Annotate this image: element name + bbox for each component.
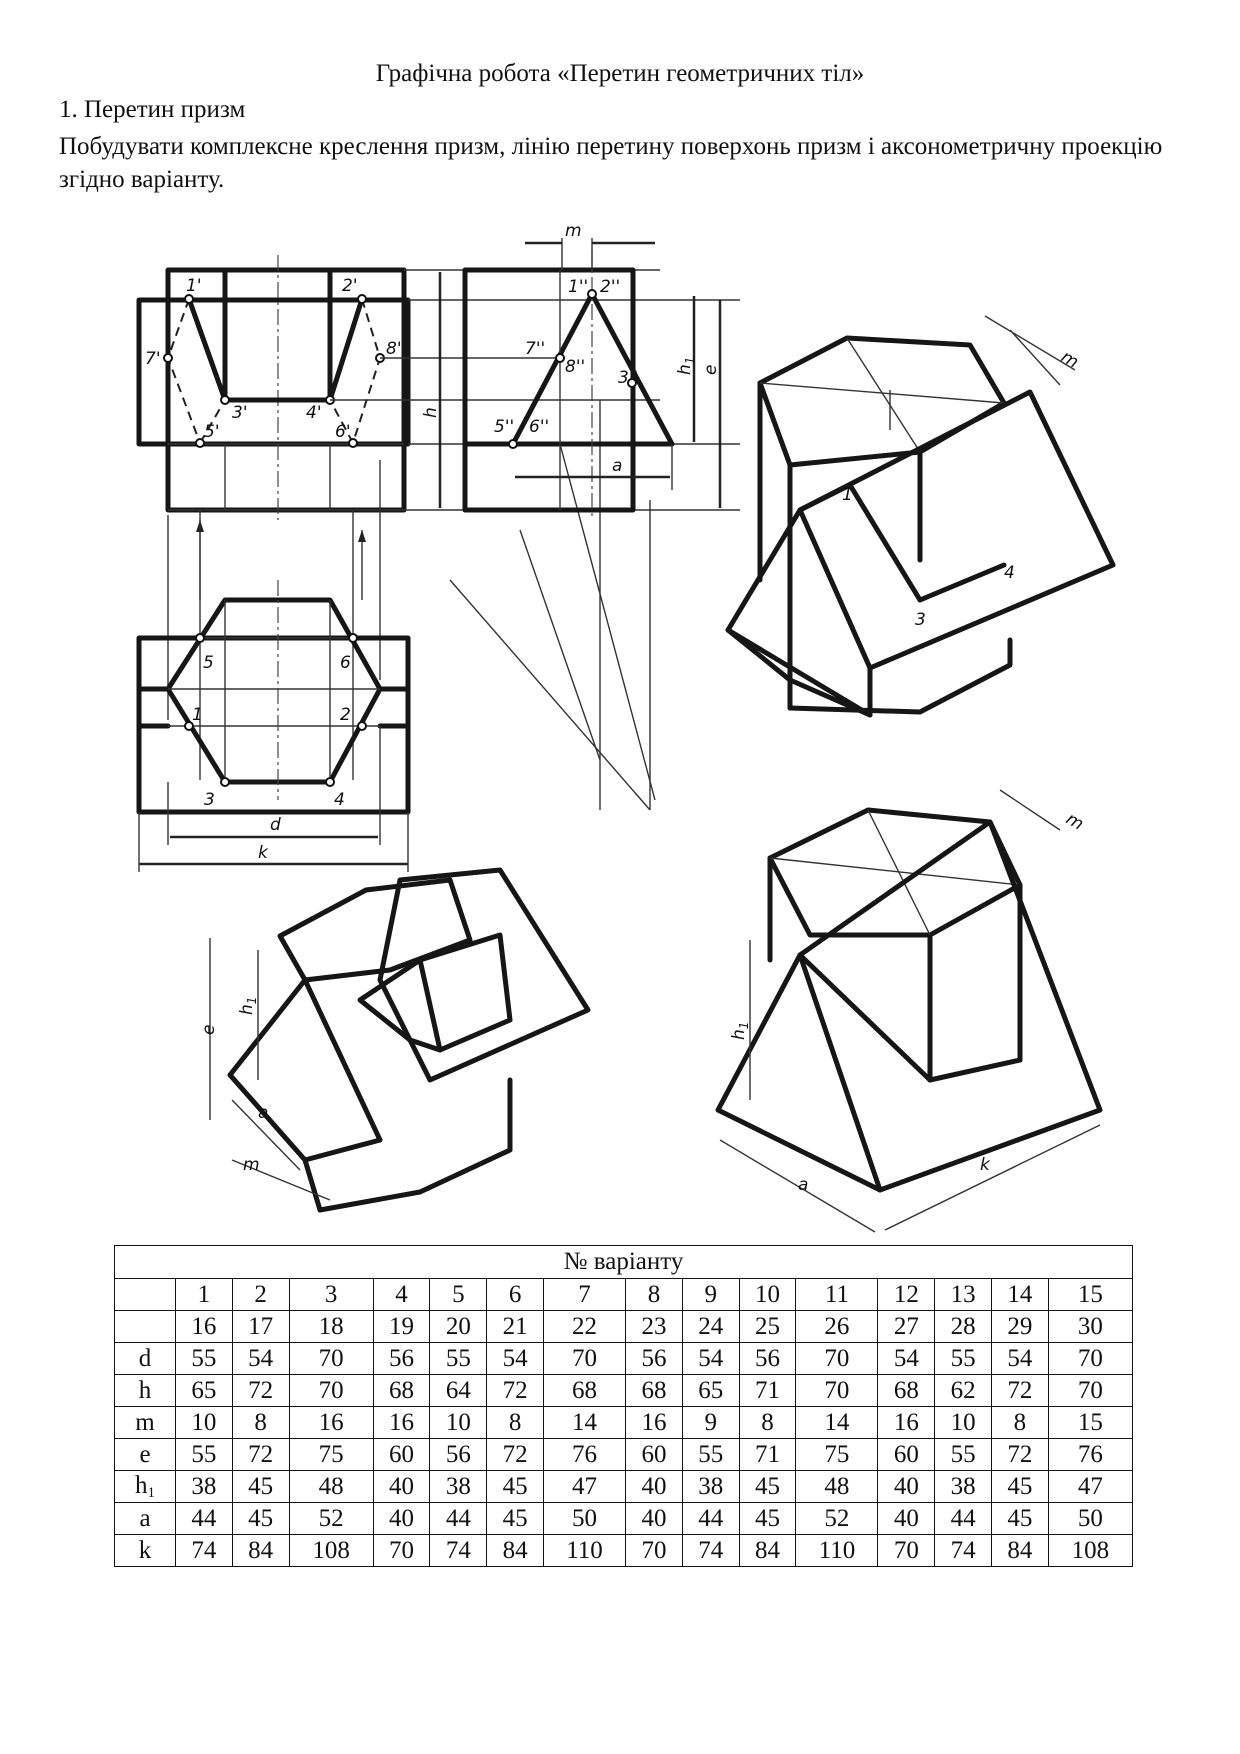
table-cell: 75 [796, 1439, 878, 1471]
isometric-view-3 [718, 790, 1100, 1232]
parameter-row [115, 1439, 1133, 1471]
table-cell: 54 [992, 1343, 1049, 1375]
table-cell: 62 [935, 1375, 992, 1407]
label-8p: 8' [386, 339, 402, 359]
label-3: 3 [204, 790, 215, 810]
label-1p: 1' [186, 276, 202, 296]
variant-cell: 24 [682, 1311, 739, 1343]
parameter-label [115, 1439, 176, 1471]
table-cell: 45 [739, 1471, 796, 1503]
dim-k-top: k [258, 843, 268, 863]
table-cell: 8 [739, 1407, 796, 1439]
table-cell: 55 [176, 1439, 233, 1471]
label-5pp: 5'' [494, 417, 515, 437]
empty-cell [115, 1311, 176, 1343]
variant-cell: 10 [739, 1279, 796, 1311]
parameter-symbol: a [139, 1504, 151, 1532]
table-cell: 44 [430, 1503, 487, 1535]
table-cell: 75 [289, 1439, 373, 1471]
table-cell: 40 [373, 1503, 430, 1535]
label-3p: 3' [232, 403, 248, 423]
document-title: Графічна робота «Перетин геометричних тіл» [375, 60, 865, 87]
table-cell: 40 [878, 1471, 935, 1503]
table-cell: 84 [232, 1535, 289, 1567]
parameter-label [115, 1471, 176, 1503]
table-cell: 56 [739, 1343, 796, 1375]
variant-cell: 9 [682, 1279, 739, 1311]
table-cell: 60 [878, 1439, 935, 1471]
table-cell: 68 [543, 1375, 625, 1407]
table-cell: 70 [1048, 1343, 1132, 1375]
table-cell: 70 [543, 1343, 625, 1375]
table-cell: 54 [682, 1343, 739, 1375]
table-cell: 40 [878, 1503, 935, 1535]
dim-h: h [421, 407, 441, 418]
table-cell: 74 [176, 1535, 233, 1567]
parameter-symbol: m [135, 1408, 155, 1436]
table-cell: 55 [430, 1343, 487, 1375]
table-cell: 45 [487, 1471, 544, 1503]
label-5: 5 [203, 653, 214, 673]
parameter-row [115, 1375, 1133, 1407]
side-view [421, 221, 721, 520]
variant-cell: 8 [626, 1279, 683, 1311]
empty-cell [115, 1279, 176, 1311]
table-cell: 9 [682, 1407, 739, 1439]
dim-k-iso3: k [980, 1155, 990, 1175]
parameter-row [115, 1407, 1133, 1439]
variant-cell: 21 [487, 1311, 544, 1343]
table-cell: 70 [796, 1375, 878, 1407]
variant-cell: 27 [878, 1311, 935, 1343]
dim-h1-side: $h_1$ [675, 356, 697, 375]
table-cell: 54 [487, 1343, 544, 1375]
dim-a-iso2: a [258, 1103, 269, 1123]
parameter-symbol: e [139, 1440, 151, 1468]
table-cell: 60 [626, 1439, 683, 1471]
table-cell: 70 [796, 1343, 878, 1375]
table-cell: 56 [373, 1343, 430, 1375]
table-cell: 70 [289, 1375, 373, 1407]
table-cell: 45 [232, 1503, 289, 1535]
parameter-label [115, 1535, 176, 1567]
dim-d: d [270, 815, 281, 835]
label-7p: 7' [145, 349, 161, 369]
parameter-rows [115, 1343, 1133, 1567]
table-cell: 54 [232, 1343, 289, 1375]
table-cell: 74 [935, 1535, 992, 1567]
table-cell: 38 [176, 1471, 233, 1503]
variant-cell: 29 [992, 1311, 1049, 1343]
table-cell: 55 [935, 1439, 992, 1471]
table-cell: 40 [626, 1471, 683, 1503]
table-header: № варіанту [115, 1246, 1133, 1279]
iso-point-1: 1 [842, 485, 853, 505]
table-cell: 48 [289, 1471, 373, 1503]
table-cell: 52 [289, 1503, 373, 1535]
table-cell: 38 [430, 1471, 487, 1503]
iso-point-4: 4 [1004, 563, 1015, 583]
variant-cell: 1 [176, 1279, 233, 1311]
variant-cell: 28 [935, 1311, 992, 1343]
table-cell: 14 [796, 1407, 878, 1439]
variant-cell: 6 [487, 1279, 544, 1311]
table-cell: 16 [373, 1407, 430, 1439]
table-cell: 40 [626, 1503, 683, 1535]
label-1: 1 [192, 705, 203, 725]
table-cell: 44 [682, 1503, 739, 1535]
table-cell: 68 [626, 1375, 683, 1407]
label-2: 2 [340, 705, 351, 725]
parameter-row [115, 1471, 1133, 1503]
table-cell: 48 [796, 1471, 878, 1503]
table-cell: 60 [373, 1439, 430, 1471]
table-cell: 55 [682, 1439, 739, 1471]
table-cell: 44 [935, 1503, 992, 1535]
table-cell: 38 [935, 1471, 992, 1503]
label-6: 6 [340, 653, 351, 673]
table-cell: 50 [1048, 1503, 1132, 1535]
table-cell: 10 [176, 1407, 233, 1439]
variant-cell: 14 [992, 1279, 1049, 1311]
table-cell: 70 [373, 1535, 430, 1567]
table-cell: 45 [992, 1471, 1049, 1503]
dim-h1-iso2: $h_1$ [237, 996, 259, 1015]
table-cell: 108 [289, 1535, 373, 1567]
task-text: Побудувати комплексне креслення призм, лінію перетину поверхонь призм і аксонометричну проекцію згідно варіанту. [59, 133, 1163, 193]
dim-m-iso2: m [243, 1155, 260, 1175]
label-1pp: 1'' [568, 277, 589, 297]
table-cell: 72 [487, 1439, 544, 1471]
parameter-symbol: k [138, 1536, 152, 1564]
parameter-row [115, 1535, 1133, 1567]
variant-cell: 7 [543, 1279, 625, 1311]
variant-cell: 30 [1048, 1311, 1132, 1343]
table-cell: 65 [176, 1375, 233, 1407]
table-cell: 47 [1048, 1471, 1132, 1503]
front-view [139, 255, 408, 520]
parameter-label [115, 1407, 176, 1439]
table-cell: 47 [543, 1471, 625, 1503]
table-cell: 76 [1048, 1439, 1132, 1471]
variant-cell: 13 [935, 1279, 992, 1311]
table-cell: 84 [992, 1535, 1049, 1567]
parameter-row [115, 1503, 1133, 1535]
variant-cell: 22 [543, 1311, 625, 1343]
variant-cell: 2 [232, 1279, 289, 1311]
table-cell: 15 [1048, 1407, 1132, 1439]
table-cell: 74 [430, 1535, 487, 1567]
table-cell: 45 [232, 1471, 289, 1503]
table-cell: 56 [626, 1343, 683, 1375]
table-cell: 64 [430, 1375, 487, 1407]
table-cell: 72 [232, 1375, 289, 1407]
variant-cell: 23 [626, 1311, 683, 1343]
isometric-view-1 [728, 316, 1113, 715]
variant-cell: 25 [739, 1311, 796, 1343]
table-cell: 72 [487, 1375, 544, 1407]
variant-cell: 19 [373, 1311, 430, 1343]
label-2p: 2' [342, 276, 358, 296]
table-cell: 8 [487, 1407, 544, 1439]
variant-cell: 18 [289, 1311, 373, 1343]
table-cell: 8 [992, 1407, 1049, 1439]
table-cell: 71 [739, 1375, 796, 1407]
table-cell: 84 [739, 1535, 796, 1567]
table-cell: 70 [626, 1535, 683, 1567]
label-5p: 5' [204, 422, 220, 442]
label-4p: 4' [306, 403, 322, 423]
table-cell: 74 [682, 1535, 739, 1567]
table-cell: 70 [289, 1343, 373, 1375]
label-6p: 6' [335, 422, 351, 442]
table-cell: 55 [935, 1343, 992, 1375]
label-2pp: 2'' [600, 277, 621, 297]
parameter-symbol: d [138, 1344, 152, 1372]
label-6pp: 6'' [529, 417, 550, 437]
variant-cell: 16 [176, 1311, 233, 1343]
table-cell: 71 [739, 1439, 796, 1471]
variant-cell: 12 [878, 1279, 935, 1311]
table-cell: 40 [373, 1471, 430, 1503]
table-cell: 45 [739, 1503, 796, 1535]
table-cell: 10 [430, 1407, 487, 1439]
table-header-row [115, 1246, 1133, 1279]
table-cell: 44 [176, 1503, 233, 1535]
table-cell: 50 [543, 1503, 625, 1535]
label-3pp: 3'' [618, 368, 639, 388]
table-cell: 38 [682, 1471, 739, 1503]
parameter-symbol: h [135, 1471, 148, 1499]
table-cell: 70 [878, 1535, 935, 1567]
table-cell: 16 [878, 1407, 935, 1439]
table-cell: 72 [992, 1439, 1049, 1471]
top-view [139, 520, 408, 872]
table-cell: 55 [176, 1343, 233, 1375]
dim-a-side: a [612, 456, 623, 476]
variant-cell: 11 [796, 1279, 878, 1311]
variant-cell: 15 [1048, 1279, 1132, 1311]
table-cell: 72 [232, 1439, 289, 1471]
table-cell: 45 [487, 1503, 544, 1535]
table-cell: 110 [796, 1535, 878, 1567]
table-cell: 65 [682, 1375, 739, 1407]
parameter-label [115, 1343, 176, 1375]
table-cell: 10 [935, 1407, 992, 1439]
table-cell: 84 [487, 1535, 544, 1567]
variant-numbers-row-2 [115, 1311, 1133, 1343]
table-cell: 72 [992, 1375, 1049, 1407]
variant-cell: 5 [430, 1279, 487, 1311]
dim-m-iso3: m [1062, 809, 1087, 835]
parameter-label [115, 1503, 176, 1535]
table-cell: 68 [373, 1375, 430, 1407]
projection-lines [168, 270, 740, 810]
parameter-symbol: h [138, 1376, 152, 1404]
table-cell: 70 [1048, 1375, 1132, 1407]
dim-e-iso2: e [199, 1024, 219, 1035]
dim-h1-iso3: $h_1$ [729, 1021, 751, 1040]
table-cell: 68 [878, 1375, 935, 1407]
variant-cell: 3 [289, 1279, 373, 1311]
table-cell: 108 [1048, 1535, 1132, 1567]
parameter-label [115, 1375, 176, 1407]
variant-cell: 26 [796, 1311, 878, 1343]
variant-cell: 17 [232, 1311, 289, 1343]
table-cell: 8 [232, 1407, 289, 1439]
parameter-row [115, 1343, 1133, 1375]
table-cell: 56 [430, 1439, 487, 1471]
table-cell: 14 [543, 1407, 625, 1439]
variant-cell: 4 [373, 1279, 430, 1311]
dim-e-side: e [701, 364, 721, 375]
parameter-subscript: 1 [147, 1484, 155, 1501]
table-cell: 76 [543, 1439, 625, 1471]
table-cell: 110 [543, 1535, 625, 1567]
variants-table [114, 1245, 1133, 1567]
dim-m-iso1: m [1057, 347, 1082, 373]
isometric-view-2 [199, 870, 588, 1210]
label-8pp: 8'' [565, 357, 586, 377]
dim-a-iso3: a [798, 1175, 809, 1195]
table-cell: 16 [626, 1407, 683, 1439]
variant-numbers-row-1 [115, 1279, 1133, 1311]
table-cell: 52 [796, 1503, 878, 1535]
dim-m-side: m [565, 221, 582, 241]
table-cell: 45 [992, 1503, 1049, 1535]
section-heading: 1. Перетин призм [59, 96, 246, 123]
table-cell: 54 [878, 1343, 935, 1375]
label-4: 4 [334, 790, 345, 810]
variant-cell: 20 [430, 1311, 487, 1343]
table-cell: 16 [289, 1407, 373, 1439]
label-7pp: 7'' [525, 339, 546, 359]
iso-point-3: 3 [915, 610, 926, 630]
